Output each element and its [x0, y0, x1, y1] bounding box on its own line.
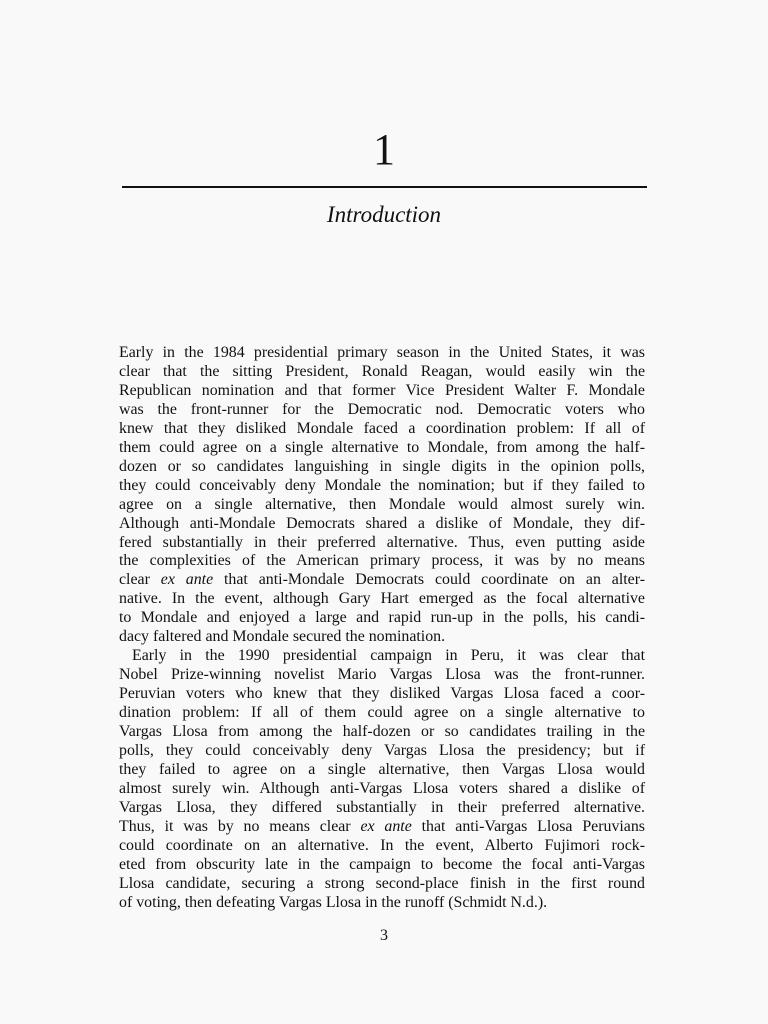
italic-term: ex ante [360, 817, 412, 835]
text-line [119, 742, 645, 761]
text-segment: them could agree on a single alternative to Mondale, from among the half- [119, 438, 645, 456]
text-line [119, 837, 645, 856]
text-segment: was the front-runner for the Democratic nod. Democratic voters who [119, 400, 645, 418]
text-segment: fered substantially in their preferred alternative. Thus, even putting aside [119, 533, 645, 551]
text-line [119, 685, 645, 704]
text-line [119, 571, 645, 590]
text-segment: almost surely win. Although anti-Vargas Llosa voters shared a dislike of [119, 779, 645, 797]
text-segment: native. In the event, although Gary Hart emerged as the focal alternative [119, 590, 645, 608]
text-line [119, 875, 645, 894]
text-line [119, 344, 645, 363]
text-segment: Although anti-Mondale Democrats shared a dislike of Mondale, they dif- [119, 514, 645, 532]
text-line [119, 363, 645, 382]
text-segment: dination problem: If all of them could agree on a single alternative to [119, 704, 645, 722]
text-line [119, 799, 645, 818]
text-segment: eted from obscurity late in the campaign to become the focal anti-Vargas [119, 855, 645, 873]
text-segment: could coordinate on an alternative. In the event, Alberto Fujimori rock- [119, 836, 645, 854]
text-line [119, 552, 645, 571]
chapter-rule [122, 186, 647, 188]
text-segment: Republican nomination and that former Vice President Walter F. Mondale [119, 381, 645, 399]
text-line [119, 818, 645, 837]
text-segment: Vargas Llosa, they differed substantially in their preferred alternative. [119, 798, 645, 816]
italic-term: ex ante [160, 571, 214, 589]
text-line [119, 628, 645, 647]
body-text [119, 344, 645, 913]
text-line [119, 723, 645, 742]
text-segment: to Mondale and enjoyed a large and rapid run-up in the polls, his candi- [119, 609, 645, 627]
text-segment: dozen or so candidates languishing in single digits in the opinion polls, [119, 457, 645, 475]
text-line [119, 420, 645, 439]
text-segment: Vargas Llosa from among the half-dozen or so candidates trailing in the [119, 723, 645, 741]
text-segment: clear [119, 571, 161, 589]
text-line [119, 894, 645, 913]
text-line [119, 761, 645, 780]
text-line [119, 666, 645, 685]
text-segment: Early in the 1990 presidential campaign in Peru, it was clear that [132, 647, 645, 665]
text-segment: knew that they disliked Mondale faced a coordination problem: If all of [119, 419, 645, 437]
text-line [119, 534, 645, 553]
text-segment: dacy faltered and Mondale secured the nomination. [119, 628, 446, 646]
text-segment: Nobel Prize-winning novelist Mario Vargas Llosa was the front-runner. [119, 666, 645, 684]
text-line [119, 704, 645, 723]
text-segment: Peruvian voters who knew that they disliked Vargas Llosa faced a coor- [119, 685, 645, 703]
text-line [119, 477, 645, 496]
text-line [119, 856, 645, 875]
text-line [119, 515, 645, 534]
text-segment: agree on a single alternative, then Mondale would almost surely win. [119, 495, 645, 513]
chapter-number: 1 [373, 125, 395, 174]
text-line [119, 609, 645, 628]
text-line [119, 458, 645, 477]
text-segment: that anti-Vargas Llosa Peruvians [411, 817, 645, 835]
text-segment: that anti-Mondale Democrats could coordinate on an alter- [213, 571, 645, 589]
text-line [119, 401, 645, 420]
text-segment: of voting, then defeating Vargas Llosa in the runoff (Schmidt N.d.). [119, 893, 548, 911]
text-line [119, 382, 645, 401]
text-segment: Thus, it was by no means clear [119, 817, 361, 835]
text-segment: polls, they could conceivably deny Vargas Llosa the presidency; but if [119, 742, 645, 760]
chapter-title: Introduction [326, 202, 442, 227]
text-line [119, 590, 645, 609]
text-line [119, 647, 645, 666]
text-segment: the complexities of the American primary process, it was by no means [119, 552, 645, 570]
text-segment: they failed to agree on a single alternative, then Vargas Llosa would [119, 760, 645, 778]
text-line [119, 496, 645, 515]
text-line [119, 780, 645, 799]
text-segment: they could conceivably deny Mondale the nomination; but if they failed to [119, 476, 645, 494]
page-number: 3 [380, 927, 388, 944]
text-segment: clear that the sitting President, Ronald Reagan, would easily win the [119, 362, 645, 380]
text-line [119, 439, 645, 458]
text-segment: Early in the 1984 presidential primary season in the United States, it was [119, 344, 645, 361]
text-segment: Llosa candidate, securing a strong second-place finish in the first round [119, 874, 645, 892]
